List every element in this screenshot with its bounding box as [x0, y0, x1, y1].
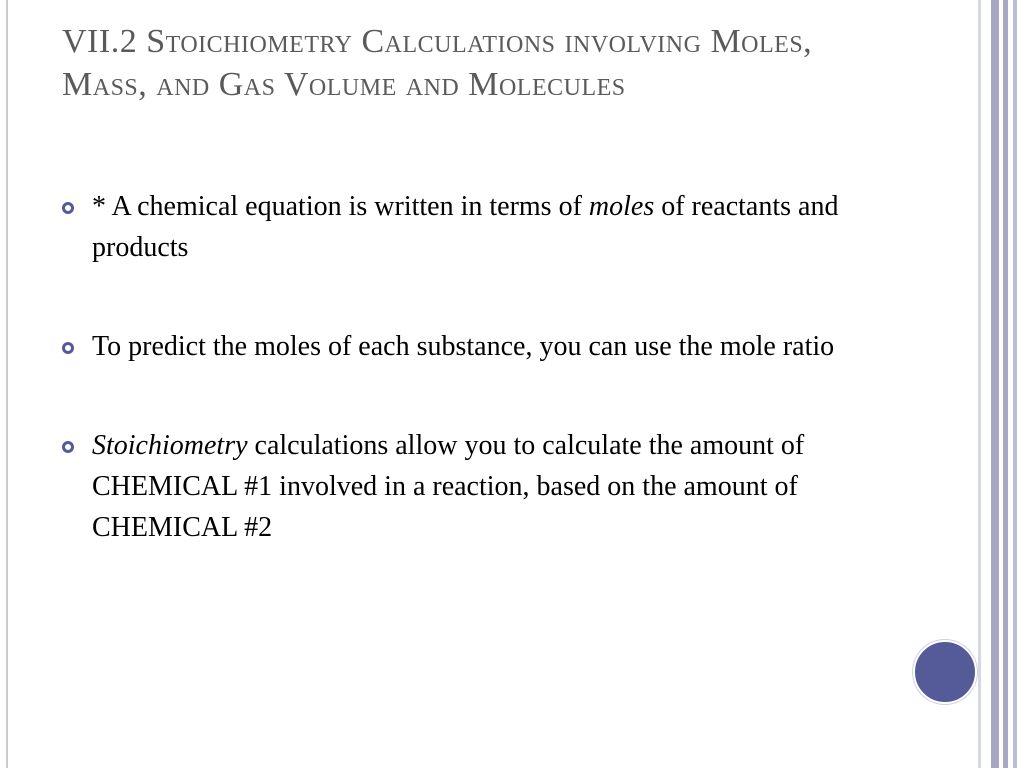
bullet-ring-icon: [62, 202, 74, 214]
bullet-item: [62, 186, 882, 268]
bullet-ring-icon: [62, 441, 74, 453]
bullet-list: [62, 186, 882, 606]
bullet-item: [62, 425, 882, 548]
bullet-text-emphasis: Stoichiometry: [92, 430, 248, 461]
bullet-item: [62, 326, 882, 367]
bullet-text: [92, 326, 882, 367]
bullet-text: [92, 186, 882, 268]
bullet-text-suffix: calculations allow you to calculate the amount of CHEMICAL #1 involved in a reaction, based on the amount of CHEMICAL #2: [92, 430, 805, 543]
bullet-text-prefix: * A chemical equation is written in terms of: [92, 191, 589, 222]
slide-title: VII.2 Stoichiometry Calculations involving Moles, Mass, and Gas Volume and Molecules: [62, 23, 813, 103]
bullet-text-emphasis: moles: [588, 191, 655, 222]
bullet-text: [92, 425, 882, 548]
bullet-ring-icon: [62, 342, 74, 354]
left-border-line: [6, 0, 8, 768]
bullet-text-prefix: To predict the moles of each substance, you can use the mole ratio: [92, 331, 835, 362]
bullet-text-suffix: of reactants and products: [92, 191, 839, 263]
right-decorative-stripes: [976, 0, 1024, 768]
decorative-circle: [913, 640, 977, 704]
